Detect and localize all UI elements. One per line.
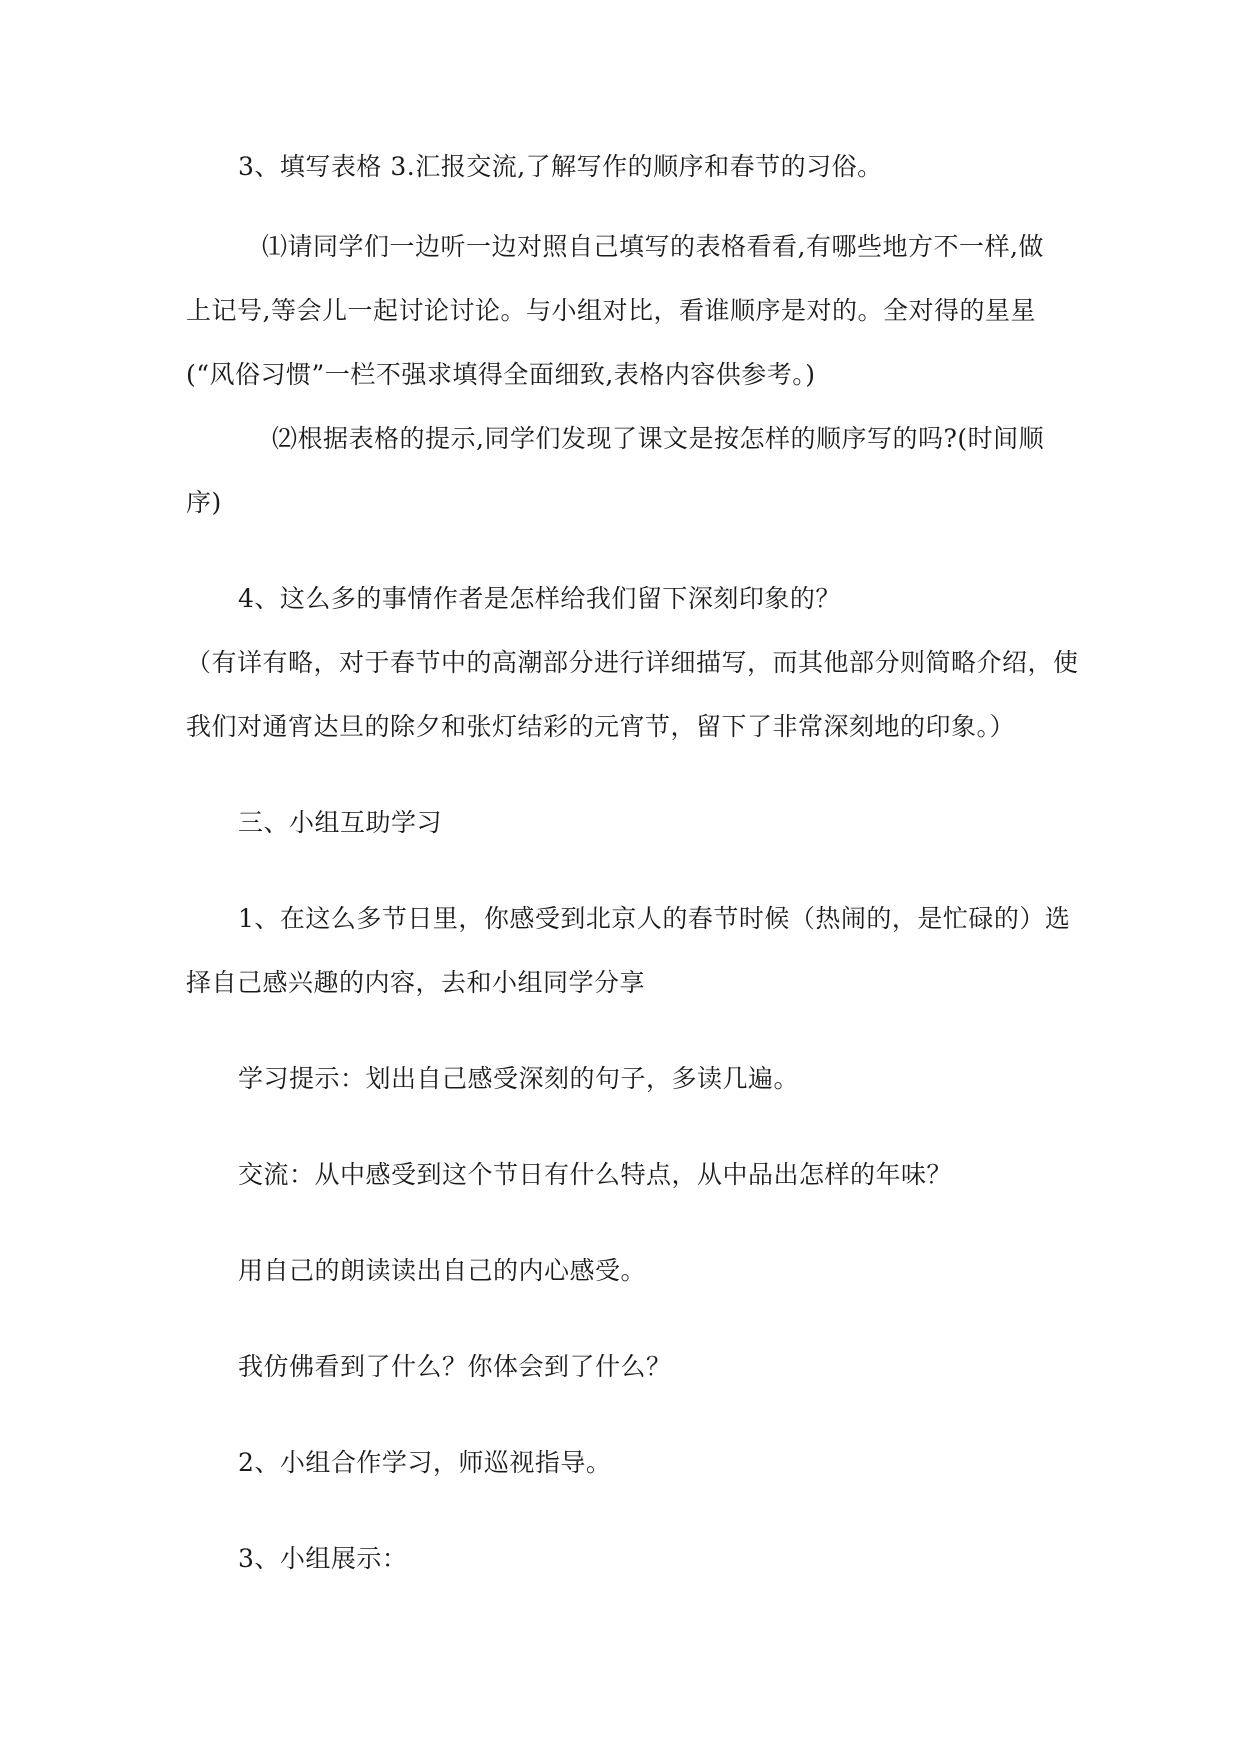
paragraph-line: 我们对通宵达旦的除夕和张灯结彩的元宵节，留下了非常深刻地的印象。） [186,712,1016,741]
paragraph-line: 交流：从中感受到这个节日有什么特点，从中品出怎样的年味？ [238,1160,953,1189]
paragraph-line: 我仿佛看到了什么？你体会到了什么？ [238,1352,672,1381]
paragraph-line: （有详有略，对于春节中的高潮部分进行详细描写，而其他部分则简略介绍，使 [186,648,1079,677]
paragraph-line: (“风俗习惯”一栏不强求填得全面细致,表格内容供参考。) [186,360,816,389]
paragraph-line: 择自己感兴趣的内容，去和小组同学分享 [186,968,646,997]
paragraph-line: 4、这么多的事情作者是怎样给我们留下深刻印象的？ [238,584,841,613]
paragraph-line: 3、小组展示： [238,1544,408,1573]
paragraph-line: 2、小组合作学习，师巡视指导。 [238,1448,612,1477]
paragraph-line: ⑴请同学们一边听一边对照自己填写的表格看看,有哪些地方不一样,做 [262,232,1044,261]
paragraph-line: 学习提示：划出自己感受深刻的句子，多读几遍。 [238,1064,800,1093]
paragraph-line: 序) [186,488,222,517]
paragraph-line: 上记号,等会儿一起讨论讨论。与小组对比，看谁顺序是对的。全对得的星星 [186,296,1036,325]
paragraph-line: 用自己的朗读读出自己的内心感受。 [238,1256,647,1285]
section-heading: 三、小组互助学习 [238,808,443,837]
paragraph-line: 1、在这么多节日里，你感受到北京人的春节时候（热闹的，是忙碌的）选 [238,904,1071,933]
paragraph-line: ⑵根据表格的提示,同学们发现了课文是按怎样的顺序写的吗?(时间顺 [272,424,1045,453]
paragraph-line: 3、填写表格 3.汇报交流,了解写作的顺序和春节的习俗。 [238,152,883,181]
